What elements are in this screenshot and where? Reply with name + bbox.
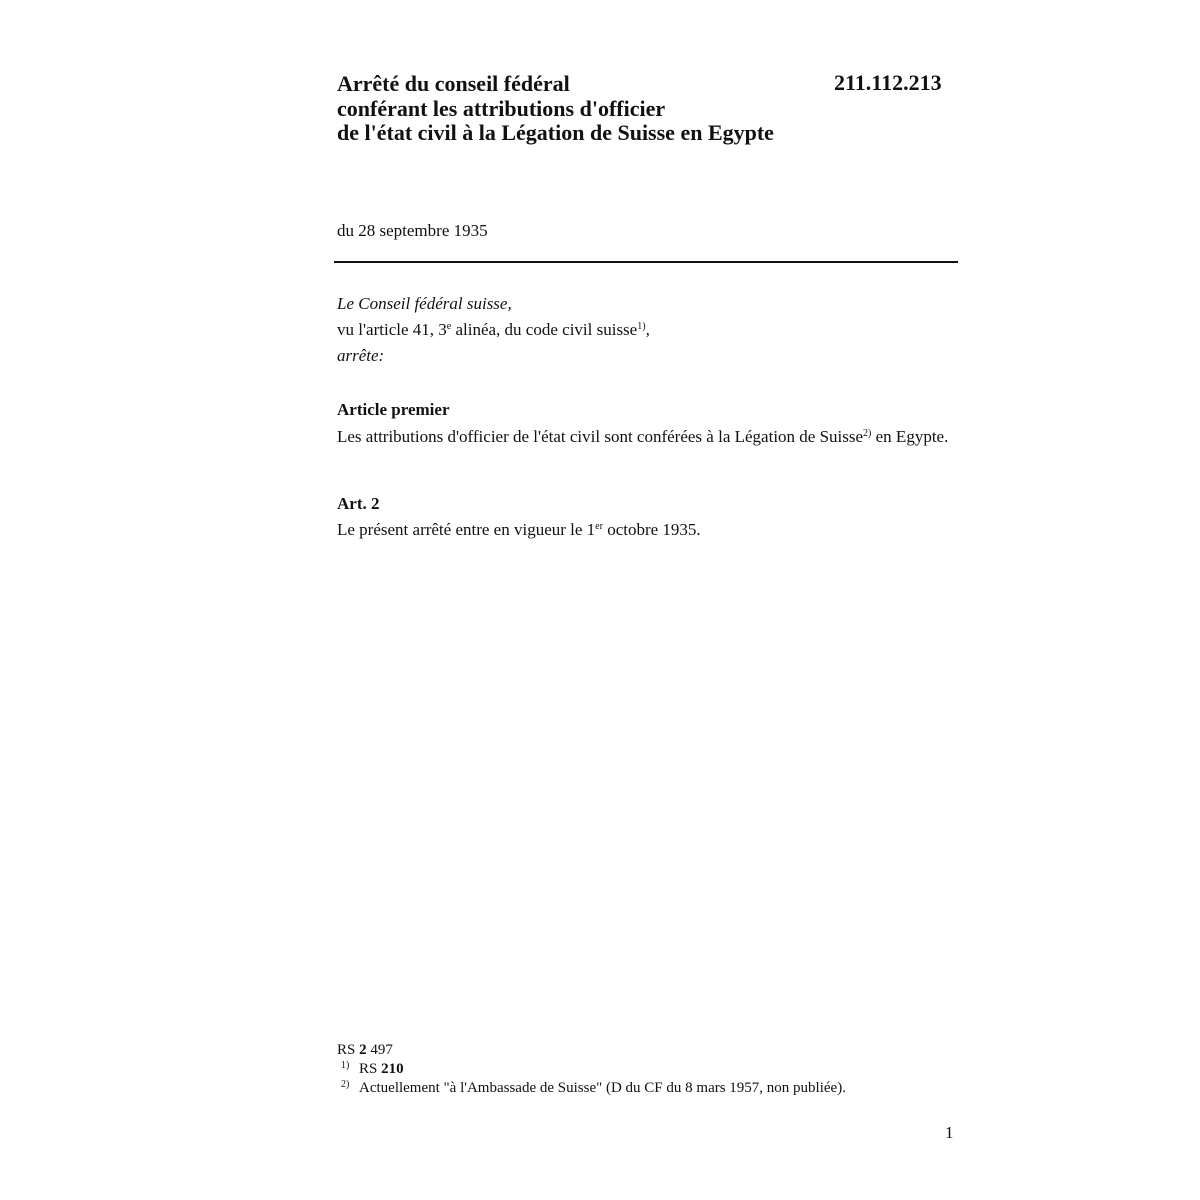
footnote-2: 2) Actuellement "à l'Ambassade de Suisse" (D du CF du 8 mars 1957, non publiée). [341, 1079, 846, 1096]
page-number: 1 [945, 1123, 954, 1142]
article-1-text: Les attributions d'officier de l'état civil sont conférées à la Légation de Suisse$^{2)}$ en Egypte. [337, 427, 949, 446]
preamble-decision: arrête: [337, 346, 385, 365]
decree-date: du 28 septembre 1935 [337, 221, 488, 240]
document-title [337, 72, 774, 146]
footnote-ref-2[interactable]: 2) [863, 428, 872, 439]
preamble-legal-basis: vu l'article 41, 3e alinéa, du code civil suisse$^{1)}$, [337, 320, 650, 339]
article-2-text: Le présent arrêté entre en vigueur le 1er octobre 1935. [337, 520, 701, 539]
title-line: de l'état civil à la Légation de Suisse en Egypte [337, 120, 774, 145]
divider [334, 261, 958, 263]
footnote-ref-1[interactable]: 1) [637, 321, 646, 332]
preamble-authority: Le Conseil fédéral suisse, [337, 294, 512, 313]
footnote-1: 1) RS 210 [341, 1060, 404, 1077]
footnotes [337, 1041, 846, 1098]
preamble [337, 291, 650, 369]
article-1-heading: Article premier [337, 400, 450, 419]
title-line: conférant les attributions d'officier [337, 95, 666, 121]
rs-reference: RS 2 497 [337, 1042, 393, 1058]
article-2-heading: Art. 2 [337, 494, 380, 513]
superscript: e [446, 321, 452, 332]
superscript: er [595, 521, 603, 532]
title-line: Arrêté du conseil fédéral [337, 71, 570, 96]
systematic-number: 211.112.213 [834, 70, 942, 95]
